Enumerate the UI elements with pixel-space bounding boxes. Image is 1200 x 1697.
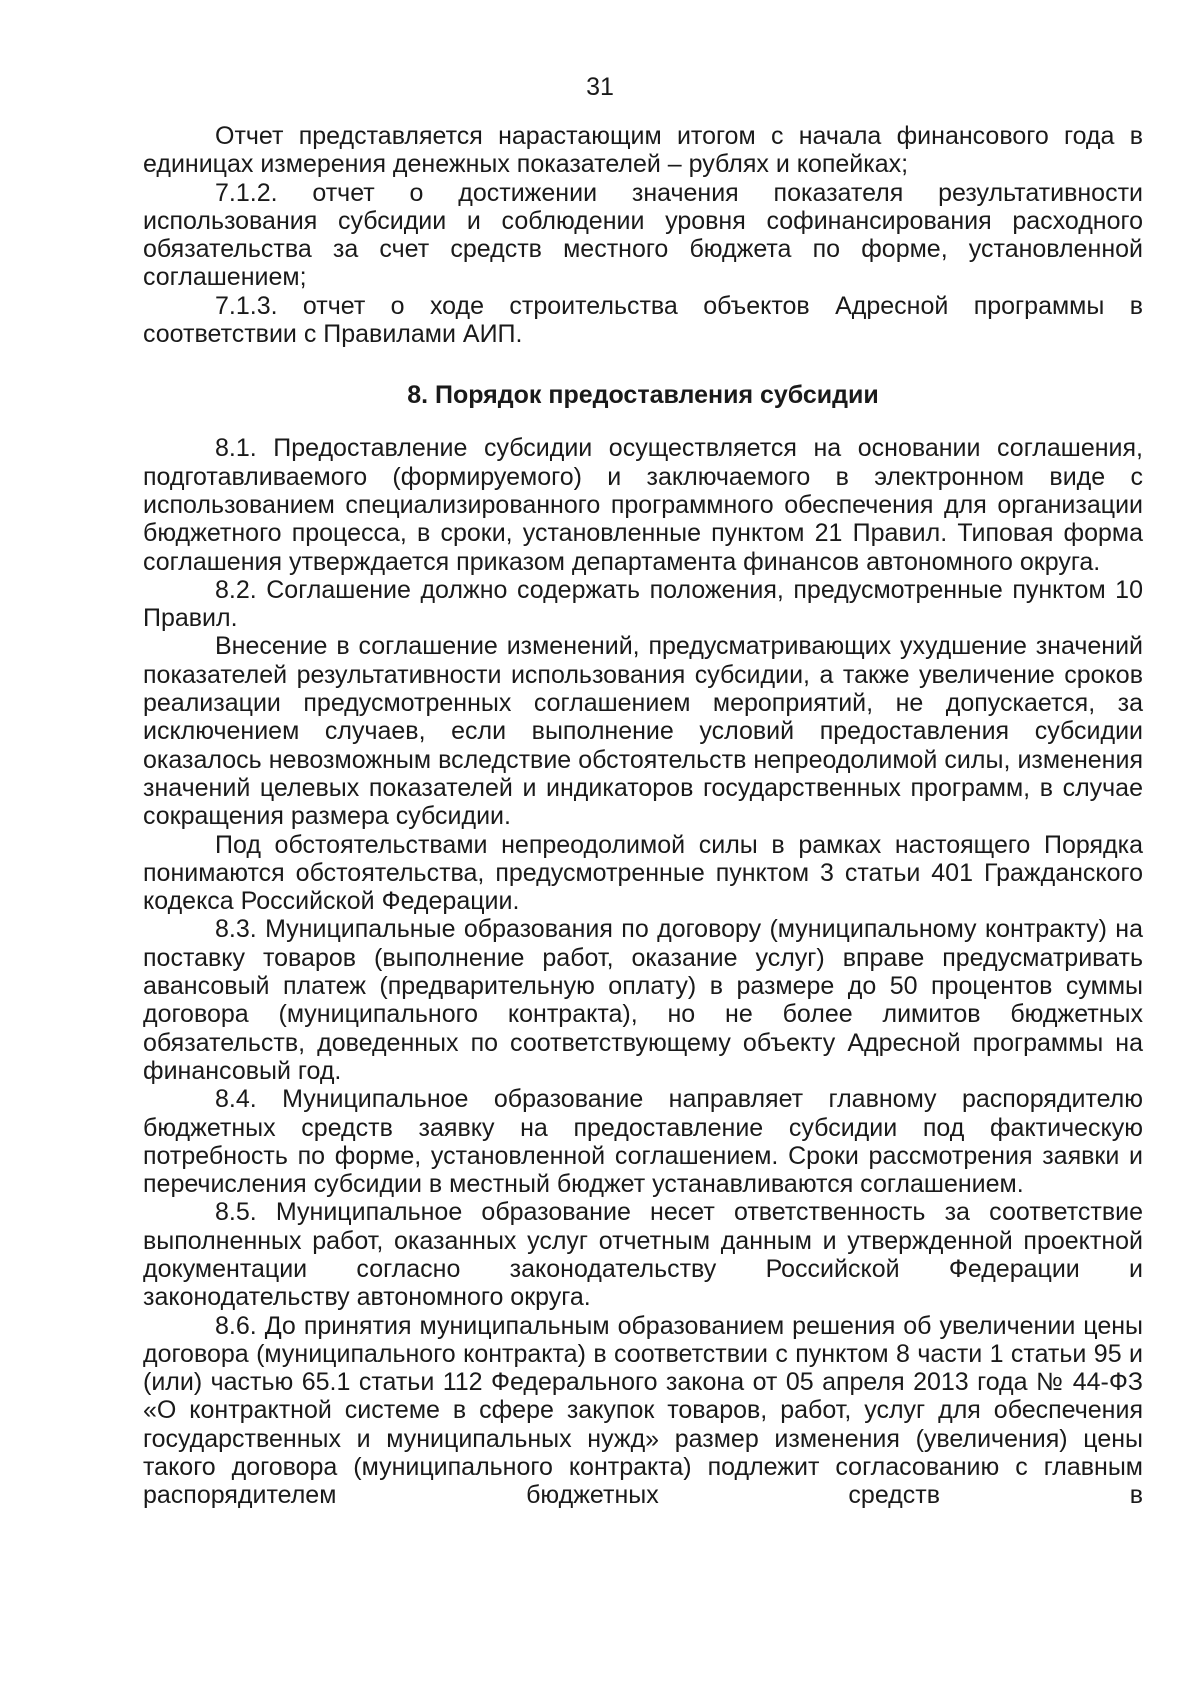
paragraph-7-1-3: 7.1.3. отчет о ходе строительства объектов Адресной программы в соответствии с Правилами АИП. bbox=[143, 291, 1143, 349]
paragraph-amendments: Внесение в соглашение изменений, предусматривающих ухудшение значений показателей результативности использования субсидии, а также увеличение сроков реализации предусмотренных соглашением мероприятий, не допускается, за исключением случаев, если выполнение условий предоставления субсидии оказалось невозможным вследствие обстоятельств непреодолимой силы, изменения значений целевых показателей и индикаторов государственных программ, в случае сокращения размера субсидии. bbox=[143, 632, 1143, 831]
paragraph-8-5: 8.5. Муниципальное образование несет ответственность за соответствие выполненных работ, оказанных услуг отчетным данным и утвержденной проектной документации согласно законодательству Российской Федерации и законодательству автономного округа. bbox=[143, 1198, 1143, 1312]
paragraph-8-1: 8.1. Предоставление субсидии осуществляется на основании соглашения, подготавливаемого (формируемого) и заключаемого в электронном виде с использованием специализированного программного обеспечения для организации бюджетного процесса, в сроки, установленные пунктом 21 Правил. Типовая форма соглашения утверждается приказом департамента финансов автономного округа. bbox=[143, 434, 1143, 576]
paragraph-report-cumulative: Отчет представляется нарастающим итогом с начала финансового года в единицах измерения денежных показателей – рублях и копейках; bbox=[143, 122, 1143, 179]
paragraph-7-1-2: 7.1.2. отчет о достижении значения показателя результативности использования субсидии и соблюдении уровня софинансирования расходного обязательства за счет средств местного бюджета по форме, установленной соглашением; bbox=[143, 178, 1143, 292]
paragraph-8-2: 8.2. Соглашение должно содержать положения, предусмотренные пунктом 10 Правил. bbox=[143, 575, 1143, 633]
paragraph-8-3: 8.3. Муниципальные образования по договору (муниципальному контракту) на поставку товаров (выполнение работ, оказание услуг) вправе предусматривать авансовый платеж (предварительную оплату) в размере до 50 процентов суммы договора (муниципального контракта), но не более лимитов бюджетных обязательств, доведенных по соответствующему объекту Адресной программы на финансовый год. bbox=[143, 915, 1143, 1085]
document-body bbox=[143, 122, 1143, 1510]
paragraph-8-4: 8.4. Муниципальное образование направляет главному распорядителю бюджетных средств заявку на предоставление субсидии под фактическую потребность по форме, установленной соглашением. Сроки рассмотрения заявки и перечисления субсидии в местный бюджет устанавливаются соглашением. bbox=[143, 1085, 1143, 1199]
paragraph-8-6: 8.6. До принятия муниципальным образованием решения об увеличении цены договора (муниципального контракта) в соответствии с пунктом 8 части 1 статьи 95 и (или) частью 65.1 статьи 112 Федерального закона от 05 апреля 2013 года № 44-ФЗ «О контрактной системе в сфере закупок товаров, работ, услуг для обеспечения государственных и муниципальных нужд» размер изменения (увеличения) цены такого договора (муниципального контракта) подлежит согласованию с главным распорядителем бюджетных средств в bbox=[143, 1311, 1143, 1510]
section-title: 8. Порядок предоставления субсидии bbox=[407, 381, 879, 410]
paragraph-force-majeure: Под обстоятельствами непреодолимой силы в рамках настоящего Порядка понимаются обстоятельства, предусмотренные пунктом 3 статьи 401 Гражданского кодекса Российской Федерации. bbox=[143, 830, 1143, 916]
page-number: 31 bbox=[586, 73, 614, 101]
